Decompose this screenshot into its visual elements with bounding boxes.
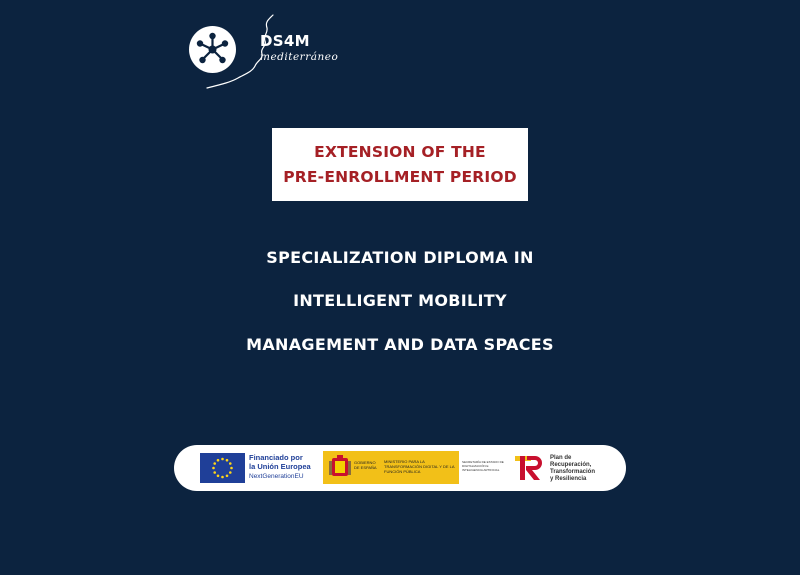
eu-star-icon <box>229 462 232 465</box>
eu-star-icon <box>226 459 229 462</box>
eu-funding-label <box>249 453 319 482</box>
brand-name: DS4M <box>260 32 310 50</box>
eu-star-icon <box>230 467 233 470</box>
brand-subtitle: mediterráneo <box>260 51 339 63</box>
eu-star-icon <box>217 474 220 477</box>
eu-label-line-2: la Unión Europea <box>249 462 311 471</box>
eu-star-icon <box>213 471 216 474</box>
notice-banner <box>272 128 528 201</box>
eu-star-icon <box>229 471 232 474</box>
eu-star-icon <box>221 458 224 461</box>
notice-line-2: PRE-ENROLLMENT PERIOD <box>283 167 517 186</box>
gobierno-label: GOBIERNO DE ESPAÑA <box>354 460 377 470</box>
funding-logos-strip <box>174 445 626 491</box>
program-title-line-1: SPECIALIZATION DIPLOMA IN <box>266 248 534 267</box>
network-nodes-icon <box>189 26 236 73</box>
brand-logo <box>189 14 349 90</box>
eu-star-icon <box>221 476 224 479</box>
program-title-line-2: INTELLIGENT MOBILITY <box>293 291 507 310</box>
prtr-line-4: y Resiliencia <box>550 476 587 482</box>
eu-star-icon <box>226 474 229 477</box>
prtr-label <box>550 455 610 483</box>
eu-label-line-1: Financiado por <box>249 453 303 462</box>
prtr-line-3: Transformación <box>550 469 596 475</box>
notice-line-1: EXTENSION OF THE <box>314 142 486 161</box>
prtr-logo-icon <box>514 452 546 484</box>
eu-star-icon <box>212 467 215 470</box>
secretary-label: SECRETARÍA DE ESTADO DE DIGITALIZACIÓN E INTELIGENCIA ARTIFICIAL <box>462 460 504 472</box>
prtr-line-1: Plan de <box>550 455 572 461</box>
eu-flag-icon <box>200 453 245 483</box>
eu-label-line-3: NextGenerationEU <box>249 473 304 480</box>
gobierno-espana-logo <box>323 451 459 484</box>
eu-star-icon <box>213 462 216 465</box>
prtr-line-2: Recuperación, <box>550 462 592 468</box>
program-title-line-3: MANAGEMENT AND DATA SPACES <box>246 335 554 354</box>
ministry-label: MINISTERIO PARA LA TRANSFORMACIÓN DIGITAL Y DE LA FUNCIÓN PÚBLICA <box>384 459 455 474</box>
eu-star-icon <box>217 459 220 462</box>
coat-of-arms-icon <box>329 455 351 480</box>
